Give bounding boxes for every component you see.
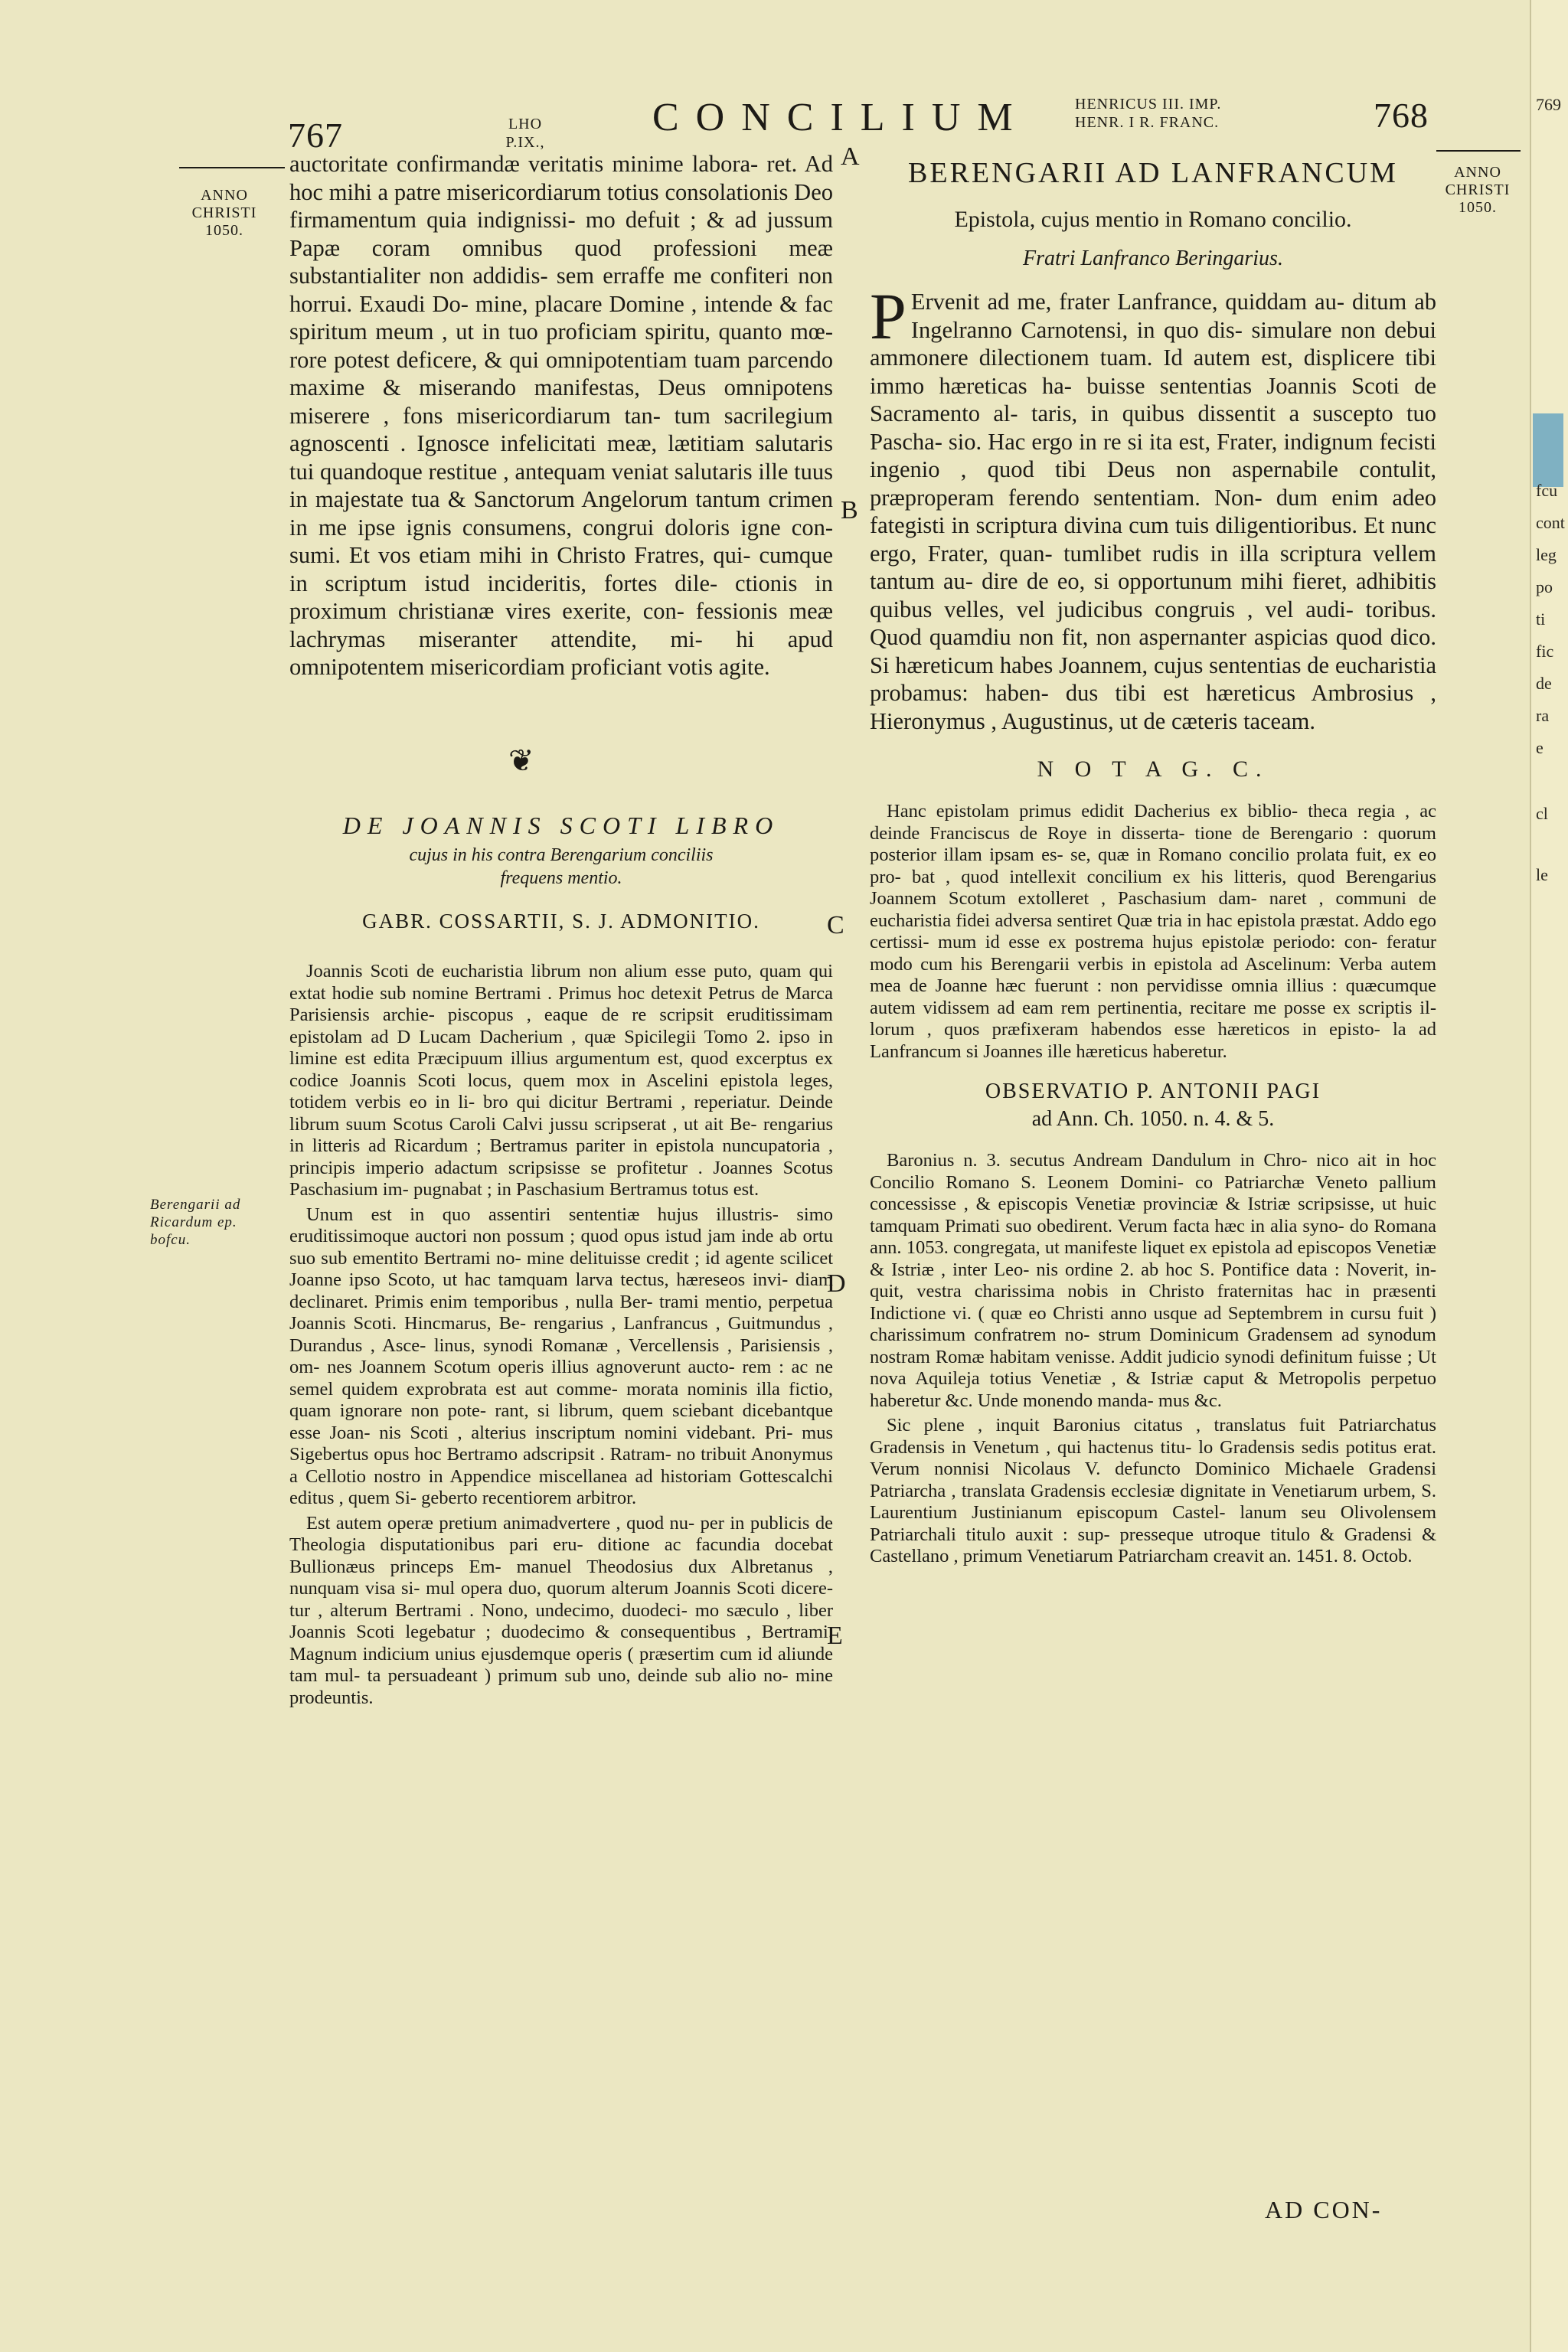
catchword: AD CON- (1265, 2196, 1383, 2223)
next-page-fragment: le (1536, 865, 1548, 884)
section-letter-b: B (841, 496, 858, 524)
next-page-fragment: ti (1536, 609, 1546, 629)
admonitio-text (289, 961, 833, 1709)
pope-header: LHO P.IX., (505, 116, 545, 151)
emperor-header: HENRICUS III. IMP. HENR. I R. FRANC. (1075, 96, 1222, 131)
next-page-fragment: fcu (1536, 481, 1558, 500)
nota-heading: N O T A G. C. (1037, 756, 1269, 782)
page-number-right: 768 (1374, 96, 1429, 135)
left-margin-rule (179, 167, 285, 168)
admonitio-paragraph: Unum est in quo assentiri sententiæ hujus illustris- simo eruditissimoque auctori non possum ; quod opus istud jam inde ab ortu suo sub ementito Bertrami no- mine delituisse credit ; id agente scilicet Joanne ipso Scoto, ut hac tamquam larva tectus, hæreseos invi- diam declinaret. Primis enim temporibus , nulla Ber- trami mentio, perpetua Joannis Scoti. Hincmarus, Be- rengarius , Lanfrancus , Guitmundus , Durandus , Asce- linus, synodi Romanæ , Vercellensis , Parisiensis , om- nes Joannem Scotum operis illius agnoverunt aucto- rem : ac ne semel quidem exprobrata est aut comme- morata nominis illa fictio, quam ignorare non pote- rant, si librum, quem sciebant dicebantque esse Joan- nis Scoti , alterius inscriptum nomini videbant. Pri- mus Sigebertus opus hoc Bertramo adscripsit . Ratram- no tribuit Anonymus a Cellotio nostro in Appendice miscellanea ad historiam Gottescalchi editus , quem Si- geberto recentiorem arbitror. (289, 1204, 833, 1508)
page-number-left: 767 (288, 116, 343, 155)
observatio-subheading: ad Ann. Ch. 1050. n. 4. & 5. (1031, 1107, 1275, 1131)
right-column (870, 156, 1436, 1571)
section-letter-a: A (841, 142, 860, 171)
epistle-body (870, 279, 1436, 735)
observatio-paragraph: Sic plene , inquit Baronius citatus , translatus fuit Patriarchatus Gradensis in Venetum , qui hactenus titu- lo Gradensis sedis potitus erat. Verum nonnisi Nicolaus V. defuncto Dominico Michaele Gradensi Patriarcha , translata Gradensis ecclesiæ dignitate in Venetiarum urbem, S. Laurentium Justinianum episcopum Castel- lanum seu Olivolensem Patriarchali titulo auxit : sup- presseque utroque titulo & Gradensi & Castellano , primum Venetiarum Patriarcham creavit an. 1451. 8. Octob. (870, 1415, 1436, 1566)
next-page-fragment: cont (1536, 513, 1565, 532)
observatio-heading: OBSERVATIO P. ANTONII PAGI (985, 1080, 1321, 1103)
admonitio-paragraph: Est autem operæ pretium animadvertere , quod nu- per in publicis de Theologia disputationibus pari eru- ditione ac facundia docebat Bullionæus princeps Em- manuel Theodosius dux Albretanus , nunquam visa si- mul opera duo, quorum alterum Joannis Scoti dicere- tur , alterum Bertrami . Nono, undecimo, duodeci- mo sæculo , liber Joannis Scoti legebatur ; duodecimo & consequentibus , Bertrami. Magnum indicium unius ejusdemque operis ( præsertim cum id aliunde tam mul- ta persuadeant ) primum sub uno, deinde sub alio no- mine prodeuntis. (289, 1512, 833, 1708)
next-page-fragment: cl (1536, 804, 1548, 823)
next-page-fragment: e (1536, 738, 1544, 757)
section-letter-e: E (827, 1622, 843, 1650)
epistle-subtitle: Epistola, cujus mentio in Romano concilio. (954, 207, 1352, 232)
left-column-section (289, 810, 833, 1712)
epistle-text: Ervenit ad me, frater Lanfrance, quiddam au- ditum ab Ingelranno Carnotensi, in quo dis- simulare non debui ammonere dilectionem tuam. Id autem est, displicere tibi immo hæreticas ha- buisse sententias Joannis Scoti de Sacramento al- taris, in quibus dissentit a suscepto tuo Pascha- sio. Hac ergo in re si ita est, Frater, indignum fecisti ingenio , quod tibi Deus non aspernabile contulit, præproperam ferendo sententiam. Non- dum enim adeo fategisti in scriptura divina cum tuis diligentioribus. Et nunc ergo, Frater, quan- tumlibet rudis in illa scriptura vellem tantum au- dire de eo, si opportunum mihi fieret, adhibitis quibus velles, vel judicibus congruis , vel audi- toribus. Quod quamdiu non fit, non aspernanter aspicias quod dico. Si hæreticum habes Joannem, cujus sententias de eucharistia probamus: haben- dus tibi est hæreticus Ambrosius , Hieronymus , Augustinus, ut de cæteris taceam. (870, 289, 1436, 734)
section-letter-c: C (827, 911, 844, 939)
next-page-fragment: ra (1536, 706, 1550, 725)
section-title: DE JOANNIS SCOTI LIBRO (342, 812, 780, 839)
nota-text (870, 801, 1436, 1063)
next-page-fragment: de (1536, 674, 1552, 693)
drop-cap: P (870, 279, 906, 353)
observatio-text (870, 1150, 1436, 1568)
fleuron-ornament: ❦ (508, 743, 534, 778)
epistle-salutation: Fratri Lanfranco Beringarius. (1023, 247, 1283, 270)
nota-paragraph: Hanc epistolam primus edidit Dacherius ex biblio- theca regia , ac deinde Franciscus de Roye in disserta- tione de Berengario : quorum posterior illam ipsam es- se, quæ in Romano concilio prolata fuit, ex eo pro- bat , quod intellexit concilium ex his litteris, quod Berengarius Joannem Scotum extolleret , Paschasium dam- naret , communi de eucharistia fidei adversa sentiret Quæ tria in hac epistola præstat. Addo ego certissi- mum id esse ex postrema hujus epistolæ periodo: con- feratur modo cum his Berengarii verbis in epistola ad Ascelinum: Verba autem mea de Joanne hæc fuerunt : non pervidisse omnia illius : quæcumque autem vidissem ad eam rem pertinentia, recitare me posse ex scriptis il- lorum , quos præfixeram habendos esse hæreticos in episto- la ad Lanfrancum si Joannes ille hæreticus haberetur. (870, 801, 1436, 1062)
anno-christi-left: ANNO CHRISTI 1050. (191, 187, 257, 239)
section-subtitle: cujus in his contra Berengarium conciliis frequens mentio. (409, 845, 714, 888)
admonitio-heading: GABR. COSSARTII, S. J. ADMONITIO. (362, 910, 760, 933)
section-letter-d: D (827, 1269, 846, 1298)
next-page-edge (1530, 0, 1568, 2352)
running-title: CONCILIUM (652, 96, 1030, 139)
next-page-fragment: leg (1536, 545, 1557, 564)
next-page-fragment: 769 (1536, 95, 1561, 114)
next-page-fragment: po (1536, 577, 1553, 596)
left-column-text: auctoritate confirmandæ veritatis minime labora- ret. Ad hoc mihi a patre misericordiarum totius consolationis Deo firmamentum quia indignissi- mo defuit ; & ad jussum Papæ coram omnibus quod professioni meæ substantialiter non addidis- sem erraffe me confiteri non horrui. Exaudi Do- mine, placare Domine , intende & fac spiritum meum , ut in tuo proficiam spiritu, quanto mœ- rore potest deficere, & qui omnipotentiam tuam parcendo maxime & miserando manifestas, Deus omnipotens miserere , fons misericordiarum tan- tum sacrilegium agnoscenti . Ignosce infelicitati meæ, lætitiam salutaris tui quandoque restitue , antequam veniat salutaris ille tuus in majestate tua & Sanctorum Angelorum tantum crimen in me ipse ignis consumens, congrui doloris igne con- sumi. Et vos etiam mihi in Christo Fratres, qui- cumque in scriptum istud incideritis, fortes dile- ctionis in proximum christianæ vires exerite, con- fessionis meæ lachrymas miseranter attendite, mi- hi apud omnipotentem misericordiam proficiant votis agite. (289, 151, 833, 680)
side-note-berengarius: Berengarii ad Ricardum ep. bofcu. (150, 1197, 241, 1248)
observatio-paragraph: Baronius n. 3. secutus Andream Dandulum in Chro- nico ait in hoc Concilio Romano S. Leonem Domini- co Patriarchæ Veneto pallium concessisse , & episcopis Venetiæ provinciæ & Istriæ scripsisse, ut huic tamquam Primati suo obedirent. Verum facta hæc in alia syno- do Romana ann. 1053. congregata, ut manifeste liquet ex epistola ad episcopos Venetiæ & Istriæ , inter Leo- nis ordine 2. ab hoc S. Pontifice data : Noverit, in- quit, vestra charissima nobis in Christo fraternitas hac in præsenti Indictione vi. ( quæ eo Christi anno usque ad Septembrem in cursu fuit ) charissimum confratrem no- strum Dominicum Gradensem ad synodum nostram Romæ habitam venisse. Addit judicio synodi definitum fuisse ; Ut nova Aquileja totius Venetiæ , & Istriæ caput & Metropolis perpetuo haberetur &c. Unde monendo manda- mus &c. (870, 1150, 1436, 1411)
page-tab (1533, 413, 1563, 487)
next-page-fragment: fic (1536, 642, 1554, 661)
admonitio-paragraph: Joannis Scoti de eucharistia librum non alium esse puto, quam qui extat hodie sub nomine Bertrami . Primus hoc detexit Petrus de Marca Parisiensis archie- piscopus , eaque de re scripsit eruditissimam epistolam ad D Lucam Dacherium , quæ Spicilegii Tomo 2. ipso in limine est edita Præcipuum illius argumentum est, quod excerptus ex codice Joannis Scoti locus, quem mox in Ascelini epistola leges, totidem verbis eo in li- bro qui dicitur Bertrami , reperiatur. Deinde librum suum Scotus Caroli Calvi jussu scripserat , ut ait Be- rengarius in litteris ad Ricardum ; Bertramus pariter in epistola nuncupatoria , principis imperio adactum scripsisse se profitetur . Joannes Scotus Paschasium im- pugnabat ; in Paschasium Bertramus totus est. (289, 961, 833, 1200)
anno-christi-right: ANNO CHRISTI 1050. (1445, 164, 1511, 216)
epistle-title: BERENGARII AD LANFRANCUM (908, 157, 1398, 189)
right-margin-rule (1436, 150, 1521, 152)
